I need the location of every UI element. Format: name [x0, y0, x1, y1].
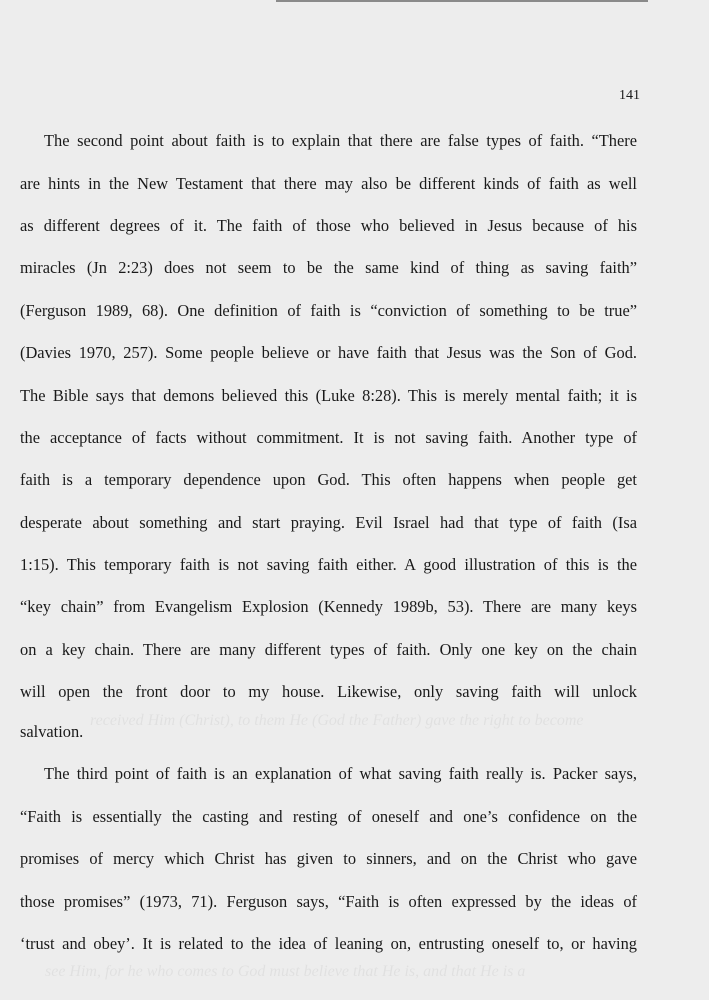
text-line: on a key chain. There are many different types of faith. Only one key on the chain: [20, 640, 637, 659]
text-line: are hints in the New Testament that there may also be different kinds of faith as well: [20, 174, 637, 193]
bleed-through-text: received Him (Christ), to them He (God the Father) gave the right to become: [90, 712, 584, 729]
text-line: desperate about something and start praying. Evil Israel had that type of faith (Isa: [20, 513, 637, 532]
text-line: The third point of faith is an explanation of what saving faith really is. Packer says,: [44, 764, 637, 783]
text-line: 1:15). This temporary faith is not saving faith either. A good illustration of this is the: [20, 555, 637, 574]
text-line: ‘trust and obey’. It is related to the idea of leaning on, entrusting oneself to, or having: [20, 934, 637, 953]
text-line: “Faith is essentially the casting and resting of oneself and one’s confidence on the: [20, 807, 637, 826]
bleed-through-text: see Him, for he who comes to God must believe that He is, and that He is a: [45, 963, 526, 980]
text-line: promises of mercy which Christ has given to sinners, and on the Christ who gave: [20, 849, 637, 868]
text-line: “key chain” from Evangelism Explosion (Kennedy 1989b, 53). There are many keys: [20, 597, 637, 616]
text-line: The Bible says that demons believed this (Luke 8:28). This is merely mental faith; it is: [20, 386, 637, 405]
text-line: salvation.: [20, 722, 84, 741]
text-line: will open the front door to my house. Likewise, only saving faith will unlock: [20, 682, 637, 701]
text-line: the acceptance of facts without commitment. It is not saving faith. Another type of: [20, 428, 637, 447]
text-line: The second point about faith is to explain that there are false types of faith. “There: [44, 131, 637, 150]
text-line: those promises” (1973, 71). Ferguson says, “Faith is often expressed by the ideas of: [20, 892, 637, 911]
text-line: (Ferguson 1989, 68). One definition of faith is “conviction of something to be true”: [20, 301, 637, 320]
text-line: faith is a temporary dependence upon God. This often happens when people get: [20, 470, 637, 489]
text-line: as different degrees of it. The faith of those who believed in Jesus because of his: [20, 216, 637, 235]
top-rule: [276, 0, 648, 2]
page-number: 141: [619, 88, 640, 103]
text-line: (Davies 1970, 257). Some people believe or have faith that Jesus was the Son of God.: [20, 343, 637, 362]
text-line: miracles (Jn 2:23) does not seem to be the same kind of thing as saving faith”: [20, 258, 637, 277]
